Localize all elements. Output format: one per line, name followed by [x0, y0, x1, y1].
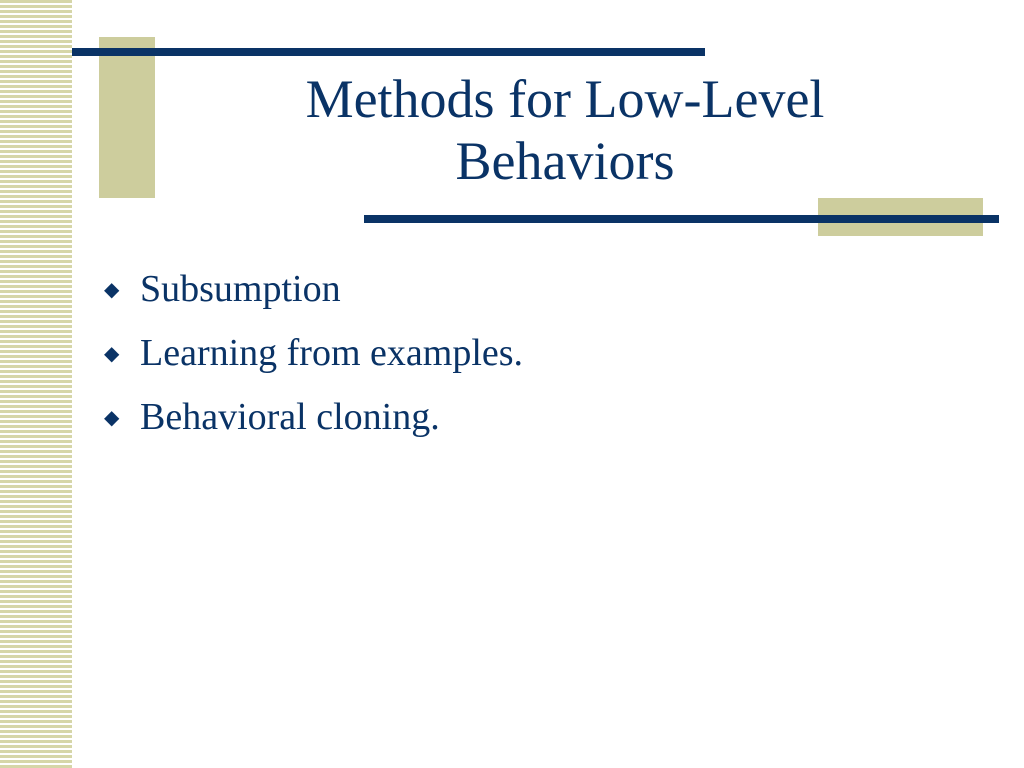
bullet-text: Subsumption [140, 268, 341, 311]
title-rule-top [72, 48, 705, 56]
bullet-list [104, 258, 984, 450]
left-stripe-pattern [0, 0, 72, 768]
bullet-text: Learning from examples. [140, 332, 524, 375]
title-rule-bottom [364, 215, 999, 223]
slide-title-line-1: Methods for Low-Level [305, 69, 825, 129]
bullet-text: Behavioral cloning. [140, 396, 440, 439]
accent-block-top [99, 37, 155, 198]
slide-title-line-2: Behaviors [455, 131, 675, 191]
slide-title [200, 68, 930, 192]
diamond-bullet-icon: ◆ [104, 407, 120, 429]
bullet-item-subsumption [104, 258, 984, 322]
bullet-item-behavioral-cloning [104, 386, 984, 450]
bullet-item-learning-from-examples [104, 322, 984, 386]
diamond-bullet-icon: ◆ [104, 279, 120, 301]
diamond-bullet-icon: ◆ [104, 343, 120, 365]
